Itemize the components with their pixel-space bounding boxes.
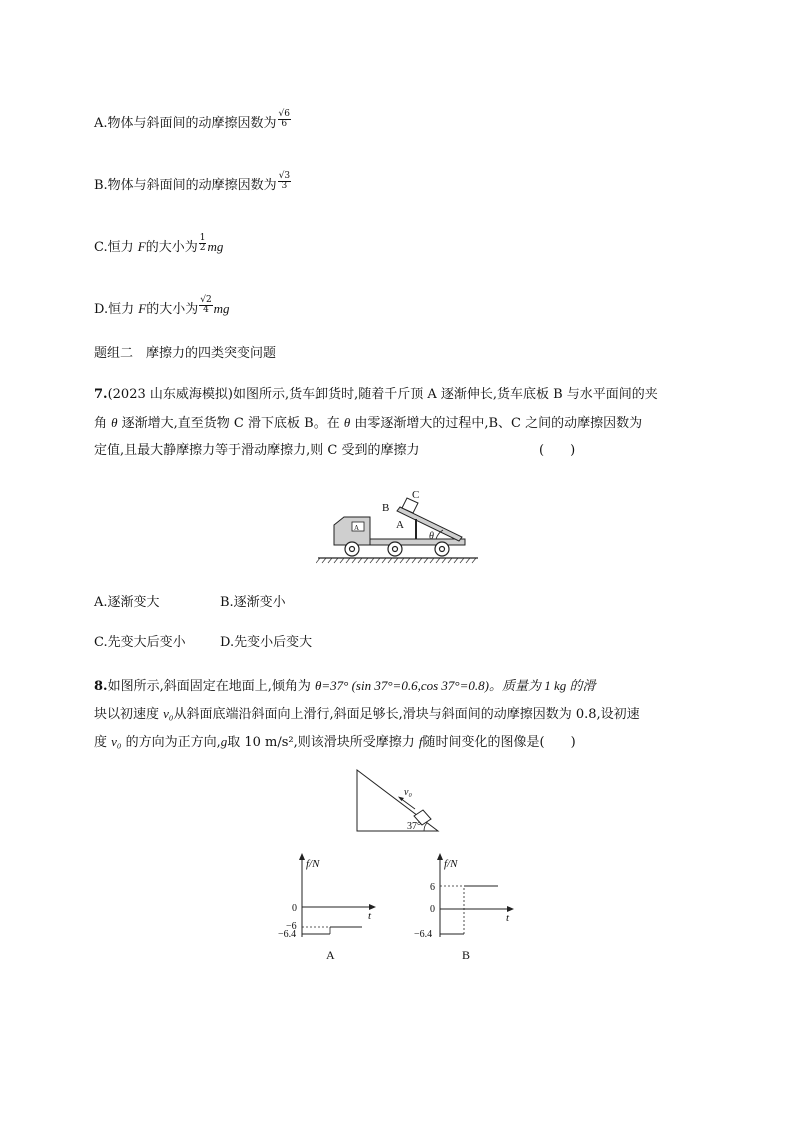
- q7-text-2b: 逐渐增大,直至货物 C 滑下底板 B。在: [117, 416, 344, 431]
- q7-option-d[interactable]: D.先变小后变大: [220, 635, 313, 650]
- option-c-prev: [94, 233, 224, 257]
- option-c-mid: 的大小为: [145, 240, 198, 255]
- label-c: C: [412, 489, 420, 501]
- fraction: $\frac{√6}{6}$: [278, 109, 290, 129]
- q7-text-2a: 角: [94, 416, 112, 431]
- q7-option-a[interactable]: A.逐渐变大: [94, 595, 160, 610]
- graph-a-tick-neg6: −6: [286, 921, 297, 932]
- q8-line3: [94, 733, 576, 752]
- label-a: A: [396, 519, 404, 531]
- graph-b-tick-0: 0: [430, 904, 435, 915]
- graph-b-tick-6: 6: [430, 882, 435, 893]
- graph-a: [272, 853, 382, 965]
- q7-options-row2: [94, 634, 313, 652]
- option-b-prev: [94, 171, 292, 195]
- graph-b-caption: B: [462, 948, 471, 962]
- option-a-label: A.物体与斜面间的动摩擦因数为: [94, 116, 277, 131]
- option-a-prev: [94, 109, 292, 133]
- graph-b-ylabel: f/N: [444, 858, 458, 870]
- v0-var: v₀: [111, 734, 122, 749]
- q8-line2: [94, 705, 640, 724]
- q8-text-3a: 度: [94, 735, 112, 750]
- fraction: $\frac{1}{2}$: [199, 233, 206, 253]
- option-c-label: C.恒力: [94, 240, 138, 255]
- q7-number: 7.: [94, 387, 108, 402]
- q8-text-1a: 如图所示,斜面固定在地面上,倾角为: [107, 679, 315, 694]
- force-var: F: [138, 301, 147, 316]
- fraction: $\frac{√2}{4}$: [200, 295, 212, 315]
- force-var: F: [137, 239, 146, 254]
- v0-var: v₀: [163, 706, 174, 721]
- graph-a-xlabel: t: [368, 910, 372, 922]
- q8-text-3b: 的方向为正方向,: [121, 735, 221, 750]
- q8-text-2b: 从斜面底端沿斜面向上滑行,斜面足够长,滑块与斜面间的动摩擦因数为 0.8,设初速: [173, 707, 640, 722]
- answer-paren: ( ): [539, 443, 576, 458]
- fraction: $\frac{√3}{3}$: [278, 171, 291, 191]
- graph-a-tick-0: 0: [292, 903, 297, 914]
- q8-text-1b: θ=37° (sin 37°=0.6,cos 37°=0.8)。质量为 1 kg 的滑: [314, 678, 596, 693]
- q8-text-3c: 取 10 m/s²,则该滑块所受摩擦力: [227, 735, 419, 750]
- q7-line1: [94, 386, 658, 404]
- theta-var: θ: [343, 415, 351, 430]
- q7-line3: [94, 442, 576, 460]
- q8-text-3d: 随时间变化的图像是( ): [422, 735, 576, 750]
- option-d-label: D.恒力: [94, 302, 139, 317]
- q8-text-2a: 块以初速度: [94, 707, 164, 722]
- angle-label: 37°: [407, 821, 421, 832]
- g-var: g: [220, 734, 228, 749]
- q7-text-2c: 由零逐渐增大的过程中,B、C 之间的动摩擦因数为: [350, 416, 643, 431]
- q7-option-b[interactable]: B.逐渐变小: [220, 595, 286, 610]
- graph-b-xlabel: t: [506, 912, 510, 924]
- q7-text-3: 定值,且最大静摩擦力等于滑动摩擦力,则 C 受到的摩擦力: [94, 443, 420, 458]
- q8-number: 8.: [94, 679, 108, 694]
- graph-a-tick-neg64: −6.4: [278, 929, 297, 940]
- graph-b: [406, 853, 521, 965]
- svg-text:A: A: [354, 524, 360, 532]
- truck-figure: [316, 487, 481, 565]
- mg-var: mg: [207, 239, 224, 254]
- q8-line1: [94, 677, 595, 696]
- label-b: B: [382, 502, 390, 514]
- q7-text-1: (2023 山东威海模拟)如图所示,货车卸货时,随着千斤顶 A 逐渐伸长,货车底板 B 与水平面间的夹: [107, 387, 658, 402]
- q7-option-c[interactable]: C.先变大后变小: [94, 635, 186, 650]
- option-d-mid: 的大小为: [146, 302, 199, 317]
- q7-line2: [94, 414, 642, 433]
- label-theta: θ: [429, 531, 434, 542]
- v0-label: v₀: [404, 787, 412, 798]
- graph-a-caption: A: [326, 948, 335, 962]
- graph-b-tick-neg64: −6.4: [414, 929, 433, 940]
- theta-var: θ: [111, 415, 118, 430]
- q7-options-row1: [94, 594, 286, 612]
- mg-var: mg: [213, 301, 230, 316]
- section-heading: 题组二 摩擦力的四类突变问题: [94, 346, 277, 361]
- f-var: f: [418, 734, 423, 749]
- option-b-label: B.物体与斜面间的动摩擦因数为: [94, 178, 277, 193]
- incline-figure: [352, 767, 444, 835]
- option-d-prev: [94, 295, 230, 319]
- graph-a-ylabel: f/N: [306, 858, 320, 870]
